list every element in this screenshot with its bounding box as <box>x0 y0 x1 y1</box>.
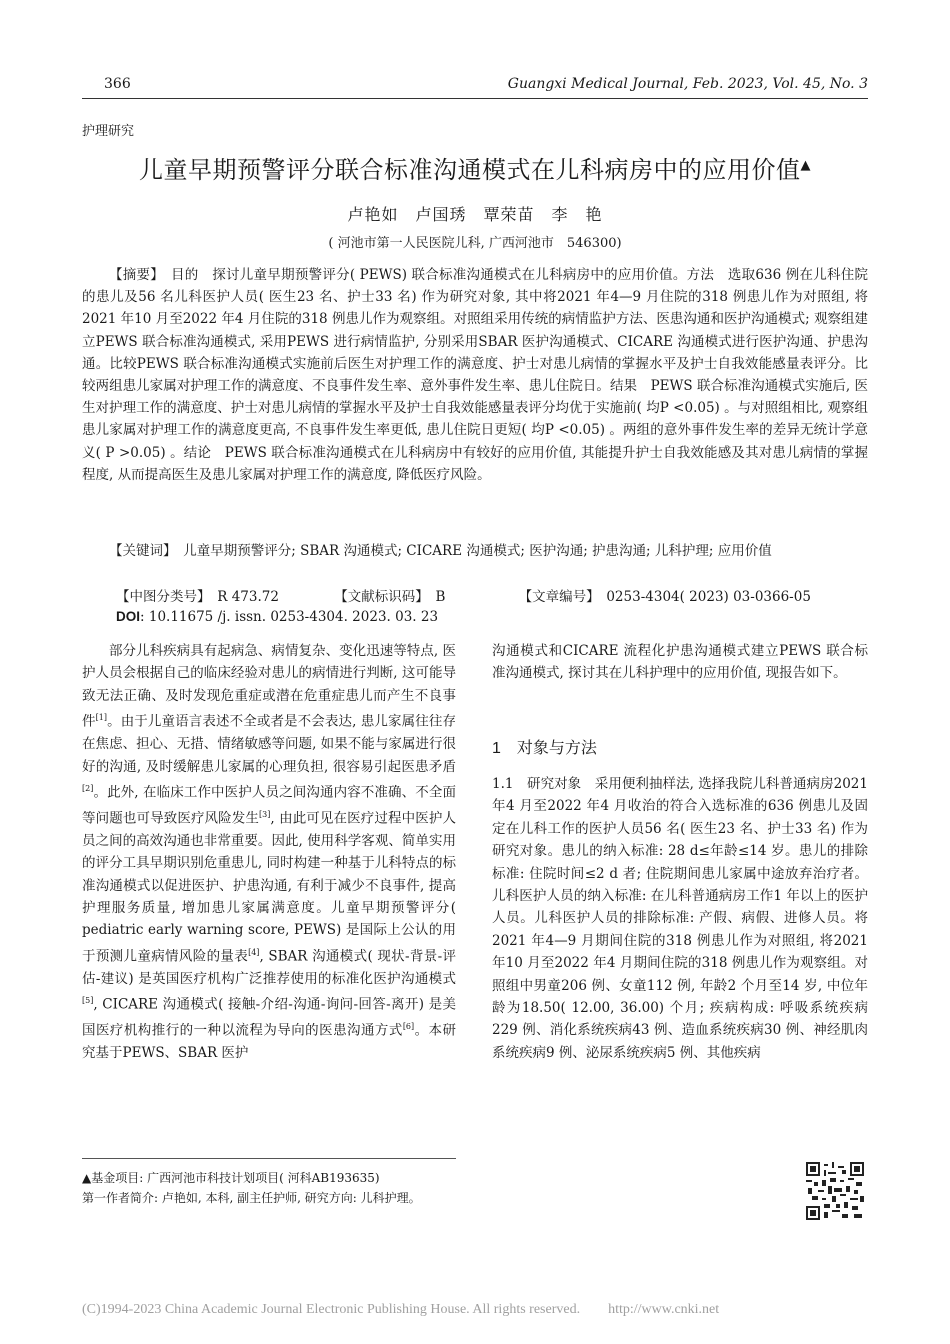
body-right-column <box>492 640 868 685</box>
ref-6: [6] <box>402 1022 415 1031</box>
ref-3: [3] <box>259 809 271 819</box>
author-footnote: 第一作者简介: 卢艳如, 本科, 副主任护师, 研究方向: 儿科护理。 <box>82 1191 421 1205</box>
fund-mark: ▲ <box>800 158 811 173</box>
intro-paragraph: 部分儿科疾病具有起病急、病情复杂、变化迅速等特点, 医护人员会根据自己的临床经验对患儿的病情进行判断, 这可能导致无法正确、及时发现危重症或潜在危重症患儿而产生不良事件[1]。由于儿童语言表述不全或者是不会表达, 患儿家属往往存在焦虑、担心、无措、情绪敏感等问题, 如果不能与家属进行很好的沟通, 及时缓解患儿家属的心理负担, 很容易引起医患矛盾[2]。此外, 在临床工作中医护人员之间沟通内容不准确、不全面等问题也可导致医疗风险发生[3], 由此可见在医疗过程中医护人员之间的高效沟通也非常重要。因此, 使用科学客观、简单实用的评分工具早期识别危重患儿, 同时构建一种基于儿科特点的标准沟通模式以促进医护、护患沟通, 有利于减少不良事件, 提高护理服务质量, 增加患儿家属满意度。儿童早期预警评分( pediatric early warning score, PEWS) 是国际上公认的用于预测儿童病情风险的量表[4], SBAR 沟通模式( 现状-背景-评估-建议) 是英国医疗机构广泛推荐使用的标准化医护沟通模式[5], CICARE 沟通模式( 接触-介绍-沟通-询问-回答-离开) 是美国医疗机构推行的一种以流程为导向的医患沟通方式[6]。本研究基于PEWS、SBAR 医护 <box>82 643 457 1061</box>
title-text: 儿童早期预警评分联合标准沟通模式在儿科病房中的应用价值 <box>139 156 801 184</box>
doi-value: : 10.11675 /j. issn. 0253-4304. 2023. 03. 23 <box>140 609 439 625</box>
authors: 卢艳如 卢国琇 覃荣苗 李 艳 <box>347 205 603 224</box>
clc-number: 【中图分类号】 R 473.72 <box>116 589 279 605</box>
journal-header: Guangxi Medical Journal, Feb. 2023, Vol. 45, No. 3 <box>507 76 868 92</box>
ref-5: [5] <box>82 996 94 1006</box>
qr-code-icon <box>806 1162 864 1220</box>
article-number: 【文章编号】 0253-4304( 2023) 03-0366-05 <box>518 589 811 605</box>
document-code: 【文献标识码】 B <box>334 589 446 605</box>
footnote-divider <box>82 1158 456 1159</box>
affiliation: ( 河池市第一人民医院儿科, 广西河池市 546300) <box>328 236 622 251</box>
intro-continuation: 沟通模式和CICARE 流程化护患沟通模式建立PEWS 联合标准沟通模式, 探讨其在儿科护理中的应用价值, 现报告如下。 <box>492 643 868 682</box>
footnotes <box>82 1168 421 1208</box>
abstract-text: 【摘要】 目的 探讨儿童早期预警评分( PEWS) 联合标准沟通模式在儿科病房中的应用价值。方法 选取636 例在儿科住院的患儿及56 名儿科医护人员( 医生23 名、护士33 名) 作为研究对象, 其中将2021 年4—9 月住院的318 例患儿作为对照组, 将2021 年10 月至2022 年4 月住院的318 例患儿作为观察组。对照组采用传统的病情监护方法、医患沟通和医护沟通模式; 观察组建立PEWS 联合标准沟通模式, 采用PEWS 进行病情监护, 分别采用SBAR 医护沟通模式、CICARE 沟通模式进行医护沟通、护患沟通。比较PEWS 联合标准沟通模式实施前后医生对护理工作的满意度、护士对患儿病情的掌握水平及护士自我效能感量表评分。比较两组患儿家属对护理工作的满意度、不良事件发生率、意外事件发生率、患儿住院日。结果 PEWS 联合标准沟通模式实施后, 医生对护理工作的满意度、护士对患儿病情的掌握水平及护士自我效能感量表评分均优于实施前( 均P <0.05) 。与对照组相比, 观察组患儿家属对护理工作的满意度更高, 不良事件发生率更低, 患儿住院日更短( 均P <0.05) 。两组的意外事件发生率的差异无统计学意义( P >0.05) 。结论 PEWS 联合标准沟通模式在儿科病房中有较好的应用价值, 其能提升护士自我效能感及其对患儿病情的掌握程度, 从而提高医生及患儿家属对护理工作的满意度, 降低医疗风险。 <box>82 267 868 483</box>
column-label: 护理研究 <box>82 124 135 139</box>
ref-2: [2] <box>82 783 94 793</box>
ref-1: [1] <box>95 713 107 723</box>
body-left-column <box>82 640 456 1064</box>
header-divider <box>82 98 868 99</box>
fund-footnote: ▲基金项目: 广西河池市科技计划项目( 河科AB193635) <box>82 1171 380 1185</box>
page-number: 366 <box>104 76 131 92</box>
doi-label: DOI <box>116 609 141 624</box>
copyright-footer: (C)1994-2023 China Academic Journal Electronic Publishing House. All rights reserved. http://www.cnki.net <box>82 1302 720 1317</box>
classification-line <box>116 586 811 608</box>
section-heading: 1 对象与方法 <box>492 740 597 757</box>
subsection-text: 1.1 研究对象 采用便利抽样法, 选择我院儿科普通病房2021 年4 月至2022 年4 月收治的符合入选标准的636 例患儿及固定在儿科工作的医护人员56 名( 医生23 名、护士33 名) 作为研究对象。患儿的纳入标准: 28 d≤年龄≤14 岁。患儿的排除标准: 住院时间≤2 d 者; 住院期间患儿家属中途放弃治疗者。儿科医护人员的纳入标准: 在儿科普通病房工作1 年以上的医护人员。儿科医护人员的排除标准: 产假、病假、进修人员。将2021 年4—9 月期间住院的318 例患儿作为对照组, 将2021 年10 月至2022 年4 月期间住院的318 例患儿作为观察组。对照组中男童206 例、女童112 例, 年龄2 个月至14 岁, 中位年龄为18.50( 12.00, 36.00) 个月; 疾病构成: 呼吸系统疾病229 例、消化系统疾病43 例、造血系统疾病30 例、神经肌肉系统疾病9 例、泌尿系统疾病5 例、其他疾病 <box>492 776 868 1061</box>
ref-4: [4] <box>248 947 260 957</box>
abstract <box>82 264 868 486</box>
doi-line <box>116 609 438 625</box>
article-title <box>82 150 868 185</box>
keywords: 【关键词】 儿童早期预警评分; SBAR 沟通模式; CICARE 沟通模式; 医护沟通; 护患沟通; 儿科护理; 应用价值 <box>109 543 772 559</box>
